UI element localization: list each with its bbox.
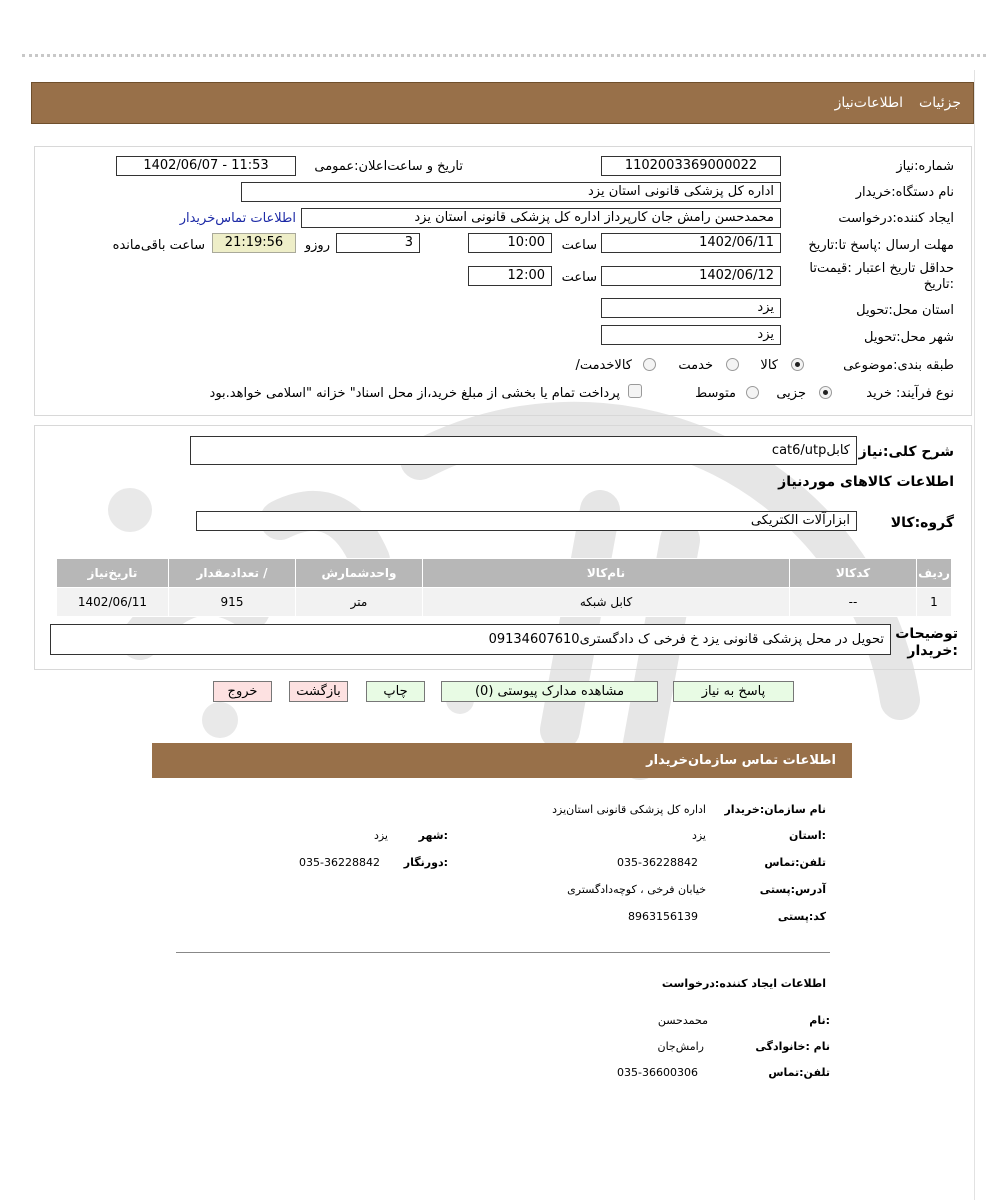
postal-code-label: کد:پستی xyxy=(777,910,826,923)
buyer-org-field: اداره کل پزشکی قانونی استان یزد xyxy=(241,182,781,202)
creator-family-value: رامش‌جان xyxy=(657,1040,704,1053)
treasury-payment-checkbox[interactable] xyxy=(628,384,642,398)
category-radio-service[interactable] xyxy=(726,358,739,371)
creator-phone-label: تلفن:تماس xyxy=(768,1066,830,1079)
creator-phone-value: 035-36600306 xyxy=(617,1066,698,1079)
col-need-date: تاریخ‌نیاز xyxy=(57,559,169,588)
col-goods-code: کدکالا xyxy=(790,559,917,588)
back-button[interactable]: بازگشت xyxy=(289,681,348,702)
delivery-province-label: استان محل:تحویل xyxy=(856,303,954,318)
cell-quantity: 915 xyxy=(169,588,296,617)
contact-fax-label: :دورنگار xyxy=(403,856,448,869)
cell-goods-name: کابل شبکه xyxy=(423,588,790,617)
validity-time-label: ساعت xyxy=(561,270,597,285)
need-number-label: شماره:نیاز xyxy=(896,159,954,174)
process-radio-minor[interactable] xyxy=(819,386,832,399)
postal-code-value: 8963156139 xyxy=(628,910,698,923)
buyer-notes-field: تحویل در محل پزشکی قانونی یزد خ فرخی ک دادگستری09134607610 xyxy=(50,624,891,655)
contact-phone-label: تلفن:تماس xyxy=(764,856,826,869)
reply-to-need-button[interactable]: پاسخ به نیاز xyxy=(673,681,794,702)
buyer-org-label: نام دستگاه:خریدار xyxy=(855,185,954,200)
announce-label: تاریخ و ساعت‌اعلان:عمومی xyxy=(314,159,463,174)
exit-button[interactable]: خروج xyxy=(213,681,272,702)
deadline-time-label: ساعت xyxy=(561,238,597,253)
category-radio-goods[interactable] xyxy=(791,358,804,371)
cell-goods-code: -- xyxy=(790,588,917,617)
contact-fax-value: 035-36228842 xyxy=(299,856,380,869)
col-quantity: / تعدادمقدار xyxy=(169,559,296,588)
category-option-goods: کالا xyxy=(760,358,778,373)
delivery-city-field: یزد xyxy=(601,325,781,345)
process-radio-medium[interactable] xyxy=(746,386,759,399)
creator-family-label: نام :خانوادگی xyxy=(755,1040,830,1053)
treasury-payment-note: پرداخت تمام یا بخشی از مبلغ خرید،از محل اسناد" خزانه "اسلامی خواهد.بود xyxy=(209,386,620,401)
cell-row-number: 1 xyxy=(917,588,952,617)
process-option-minor: جزیی xyxy=(776,386,806,401)
validity-time-field: 12:00 xyxy=(468,266,552,286)
col-goods-name: نام‌کالا xyxy=(423,559,790,588)
category-radio-goods-service[interactable] xyxy=(643,358,656,371)
category-option-goods-service: کالاخدمت/ xyxy=(575,358,632,373)
remaining-time-display: 21:19:56 xyxy=(212,233,296,253)
creator-info-title: اطلاعات ایجاد کننده:درخواست xyxy=(661,977,826,990)
deadline-date-field: 1402/06/11 xyxy=(601,233,781,253)
cell-need-date: 1402/06/11 xyxy=(57,588,169,617)
buyer-notes-label-line2: :خریدار xyxy=(907,643,958,659)
buyer-contact-link[interactable]: اطلاعات تماس‌خریدار xyxy=(179,211,296,226)
creator-name-value: محمدحسن xyxy=(657,1014,708,1027)
contact-phone-value: 035-36228842 xyxy=(617,856,698,869)
deadline-time-field: 10:00 xyxy=(468,233,552,253)
postal-address-value: خیابان فرخی ، کوچه‌دادگستری xyxy=(567,883,706,896)
process-option-medium: متوسط xyxy=(695,386,736,401)
table-row xyxy=(57,588,952,617)
contact-city-value: یزد xyxy=(373,829,388,842)
org-name-label: نام سازمان:خریدار xyxy=(724,803,826,816)
process-type-label: نوع فرآیند: خرید xyxy=(866,386,954,401)
col-unit: واحدشمارش xyxy=(296,559,423,588)
delivery-city-label: شهر محل:تحویل xyxy=(864,330,954,345)
buyer-contact-title: اطلاعات تماس سازمان‌خریدار xyxy=(646,753,836,768)
announce-date-field: 1402/06/07 - 11:53 xyxy=(116,156,296,176)
validity-label-line2: :تاریخ xyxy=(923,277,954,292)
need-number-field: 1102003369000022 xyxy=(601,156,781,176)
category-option-service: خدمت xyxy=(678,358,713,373)
creator-label: ایجاد کننده:درخواست xyxy=(838,211,954,226)
delivery-province-field: یزد xyxy=(601,298,781,318)
contact-province-label: :استان xyxy=(789,829,826,842)
buyer-contact-header xyxy=(152,743,852,778)
category-label: طبقه بندی:موضوعی xyxy=(843,358,954,373)
goods-table xyxy=(56,558,952,617)
creator-field: محمدحسن رامش جان کارپرداز اداره کل پزشکی قانونی استان یزد xyxy=(301,208,781,228)
tab-details[interactable]: جزئیات xyxy=(919,95,961,111)
remaining-time-label: ساعت باقی‌مانده xyxy=(112,238,205,253)
deadline-label: مهلت ارسال :پاسخ تا:تاریخ xyxy=(808,238,954,253)
postal-address-label: آدرس:پستی xyxy=(759,883,826,896)
org-name-value: اداره کل پزشکی قانونی استان‌یزد xyxy=(552,803,706,816)
required-goods-title: اطلاعات کالاهای موردنیاز xyxy=(778,474,954,490)
goods-group-label: گروه:کالا xyxy=(890,515,954,531)
cell-unit: متر xyxy=(296,588,423,617)
validity-date-field: 1402/06/12 xyxy=(601,266,781,286)
days-label: روزو xyxy=(304,238,330,253)
contact-province-value: یزد xyxy=(691,829,706,842)
days-field: 3 xyxy=(336,233,420,253)
page-header-bar xyxy=(31,82,974,124)
validity-label: حداقل تاریخ اعتبار :قیمت‌تا xyxy=(809,261,954,276)
need-summary-label: شرح کلی:نیاز xyxy=(858,444,954,460)
need-summary-field: کابلcat6/utp xyxy=(190,436,857,465)
creator-name-label: :نام xyxy=(809,1014,830,1027)
view-attachments-button[interactable]: مشاهده مدارک پیوستی (0) xyxy=(441,681,658,702)
tab-need-info[interactable]: اطلاعات‌نیاز xyxy=(834,95,903,111)
print-button[interactable]: چاپ xyxy=(366,681,425,702)
goods-group-field: ابزارآلات الکتریکی xyxy=(196,511,857,531)
col-row-number: ردیف xyxy=(917,559,952,588)
contact-divider xyxy=(176,952,830,953)
contact-city-label: :شهر xyxy=(418,829,448,842)
buyer-notes-label: توضیحات xyxy=(895,626,958,642)
top-dotted-divider xyxy=(22,54,986,57)
right-border-line xyxy=(974,70,975,1200)
